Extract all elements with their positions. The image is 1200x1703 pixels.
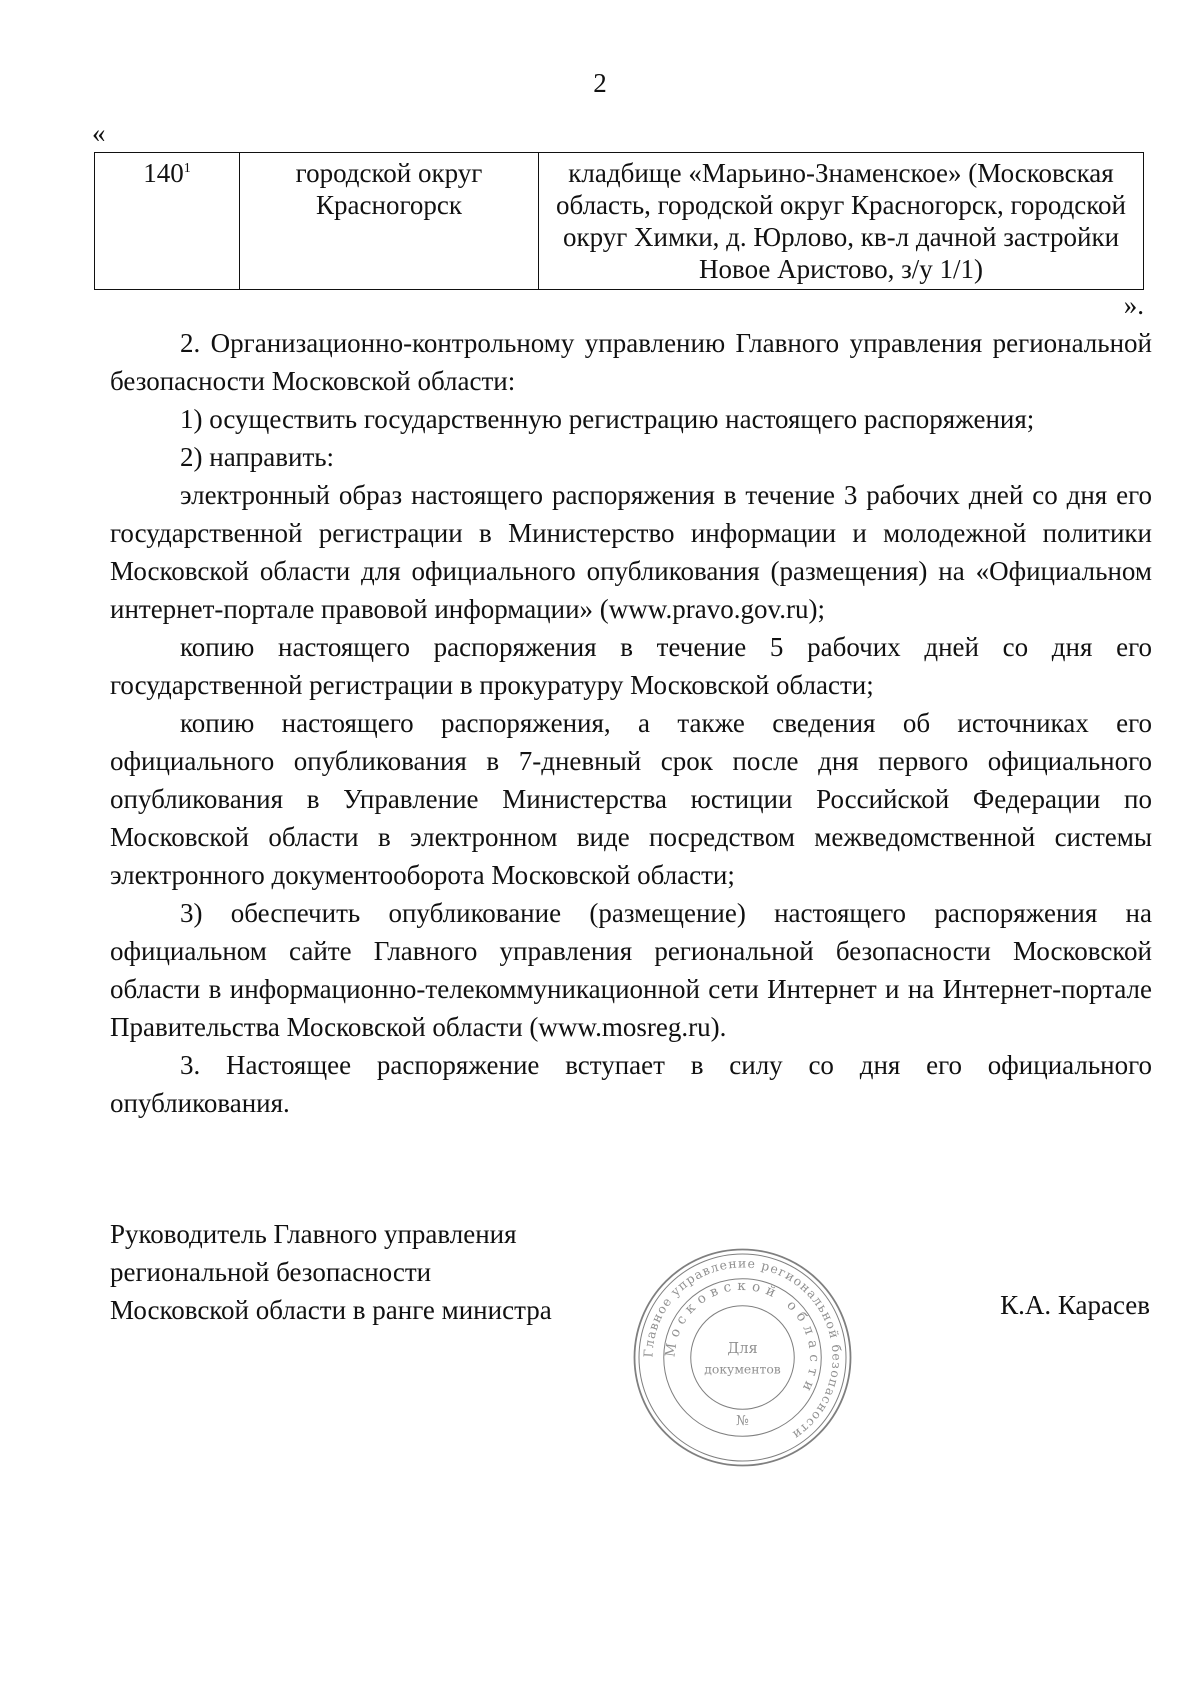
paragraph: 2) направить: bbox=[180, 442, 335, 472]
seal-center-text: Для bbox=[727, 1340, 758, 1357]
signature-block bbox=[110, 1215, 552, 1329]
signer-title-line: Московской области в ранге министра bbox=[110, 1295, 552, 1325]
body-text bbox=[110, 324, 1152, 1122]
seal-inner-text: Московской области bbox=[662, 1277, 823, 1399]
paragraph: 1) осуществить государственную регистрацию настоящего распоряжения; bbox=[180, 404, 1035, 434]
table-row bbox=[95, 153, 1144, 290]
row-number-cell bbox=[95, 153, 240, 290]
paragraph: 2. Организационно-контрольному управлению Главного управления региональной безопасности Московской области: bbox=[110, 328, 1152, 396]
amendment-table bbox=[94, 152, 1144, 290]
opening-quote: « bbox=[92, 118, 106, 148]
svg-text:Московской области bbox=[662, 1278, 822, 1399]
signer-name: К.А. Карасев bbox=[1000, 1290, 1150, 1320]
paragraph: копию настоящего распоряжения в течение 5 рабочих дней со дня его государственной регистрации в прокуратуру Московской области; bbox=[110, 632, 1152, 700]
row-number: 140 bbox=[143, 158, 184, 188]
paragraph: 3) обеспечить опубликование (размещение) настоящего распоряжения на официальном сайте Главного управления региональной безопасности Московской области в информационно-телекоммуникационной сети Интернет и на Интернет-портале Правительства Московской области (www.mosreg.ru). bbox=[110, 898, 1152, 1042]
seal-outer-text: Главное управление региональной безопасности bbox=[641, 1256, 844, 1443]
paragraph: 3. Настоящее распоряжение вступает в силу со дня его официального опубликования. bbox=[110, 1050, 1152, 1118]
official-seal bbox=[630, 1245, 855, 1470]
district-cell: городской округ Красногорск bbox=[240, 153, 539, 290]
cemetery-cell: кладбище «Марьино-Знаменское» (Московская область, городской округ Красногорск, городской округ Химки, д. Юрлово, кв-л дачной застройки Новое Аристово, з/у 1/1) bbox=[539, 153, 1144, 290]
paragraph: копию настоящего распоряжения, а также сведения об источниках его официального опубликования в 7-дневный срок после дня первого официального опубликования в Управление Министерства юстиции Российской Федерации по Московской области в электронном виде посредством межведомственной системы электронного документооборота Московской области; bbox=[110, 708, 1152, 890]
row-number-superscript: 1 bbox=[183, 161, 191, 176]
seal-center-text: документов bbox=[704, 1362, 781, 1377]
signer-title-line: Руководитель Главного управления bbox=[110, 1219, 517, 1249]
signer-title-line: региональной безопасности bbox=[110, 1257, 432, 1287]
page-number: 2 bbox=[593, 68, 607, 98]
seal-number: № bbox=[736, 1413, 749, 1429]
closing-quote: ». bbox=[1123, 290, 1144, 320]
paragraph: электронный образ настоящего распоряжения в течение 3 рабочих дней со дня его государственной регистрации в Министерство информации и молодежной политики Московской области для официального опубликования (размещения) на «Официальном интернет-портале правовой информации» (www.pravo.gov.ru); bbox=[110, 480, 1152, 624]
